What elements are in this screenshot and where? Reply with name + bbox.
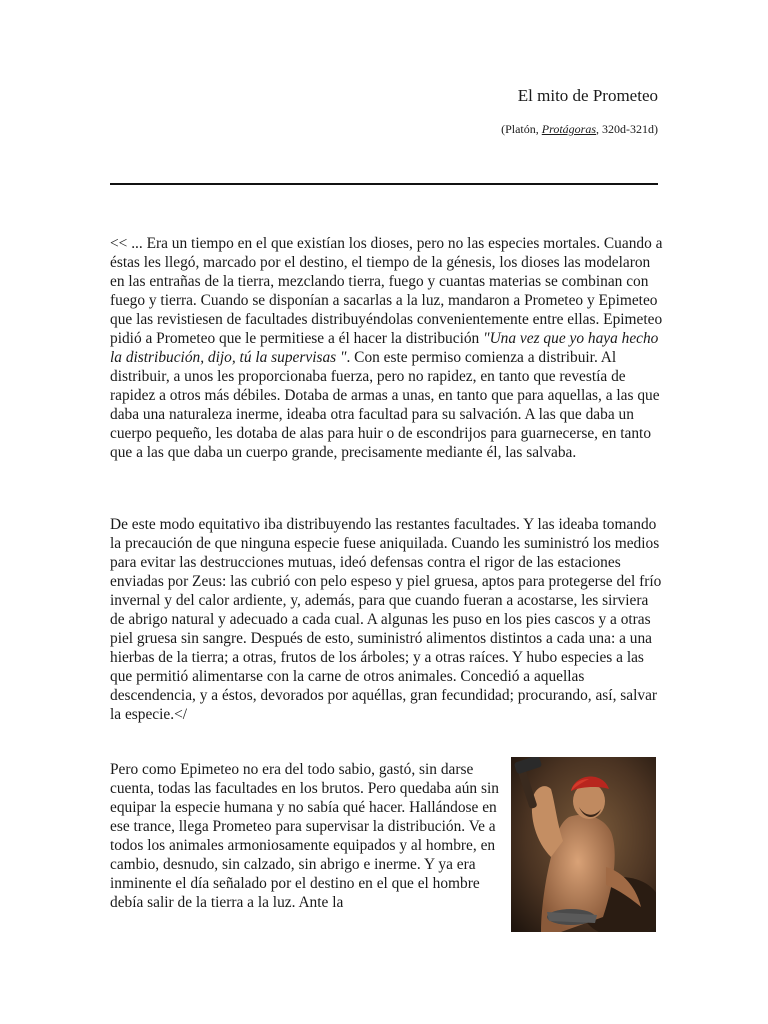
citation-prefix: (Platón,: [501, 122, 542, 136]
horizontal-rule: [110, 183, 658, 185]
paragraph-1-text-b: . Con este permiso comienza a distribuir. Al distribuir, a unos les proporcionaba fuerza, pero no rapidez, en tanto que revestía de rapidez a otros más débiles. Dotaba de armas a unas, en tanto que para aquellas, a las que daba una naturaleza inerme, ideaba otra facultad para su salvación. A las que daba un cuerpo pequeño, les dotaba de alas para huir o de escondrijos para guarnecerse, en tanto que a las que daba un cuerpo grande, precisamente mediante él, las salvaba.: [110, 349, 660, 461]
painting-image: [511, 757, 656, 932]
citation: [501, 122, 658, 137]
document-title: El mito de Prometeo: [517, 86, 658, 105]
paragraph-1: [110, 234, 666, 462]
citation-work-link[interactable]: Protágoras: [541, 122, 596, 136]
paragraph-3: Pero como Epimeteo no era del todo sabio, gastó, sin darse cuenta, todas las facultades en los brutos. Pero quedaba aún sin equipar la especie humana y no sabía qué hacer. Hallándose en ese trance, llega Prometeo para supervisar la distribución. Ve a todos los animales armoniosamente equipados y al hombre, en cambio, desnudo, sin calzado, sin abrigo e inerme. Y ya era inminente el día señalado por el destino en el que el hombre debía salir de la tierra a la luz. Ante la: [110, 761, 499, 911]
citation-suffix: , 320d-321d): [596, 122, 658, 136]
paragraph-2: De este modo equitativo iba distribuyendo las restantes facultades. Y las ideaba tomando la precaución de que ninguna especie fuese aniquilada. Cuando les suministró los medios para evitar las destrucciones mutuas, ideó defensas contra el rigor de las estaciones enviadas por Zeus: las cubrió con pelo espeso y piel gruesa, aptos para protegerse del frío invernal y del calor ardiente, y, además, para que cuando fueran a acostarse, les sirviera de abrigo natural y adecuado a cada cual. A algunas les puso en los pies cascos y a otras piel gruesa sin sangre. Después de esto, suministró alimentos distintos a cada una: a una hierbas de la tierra; a otras, frutos de los árboles; y a otras raíces. Y hubo especies a las que permitió alimentarse con la carne de otros animales. Concedió a aquellas descendencia, y a éstos, devorados por aquéllas, gran fecundidad; procurando, así, salvar la especie.</: [110, 516, 662, 723]
paragraph-1-quote: "Una vez que yo haya hecho la distribución, dijo, tú la supervisas ": [110, 330, 659, 366]
paragraph-1-text-a: << ... Era un tiempo en el que existían los dioses, pero no las especies mortales. Cuando a éstas les llegó, marcado por el destino, el tiempo de la génesis, los dioses las modelaron en las entrañas de la tierra, mezclando tierra, fuego y cuantas materias se combinan con fuego y tierra. Cuando se disponían a sacarlas a la luz, mandaron a Prometeo y Epimeteo que las revistiesen de facultades distribuyéndolas convenientemente entre ellas. Epimeteo pidió a Prometeo que le permitiese a él hacer la distribución: [110, 235, 663, 347]
